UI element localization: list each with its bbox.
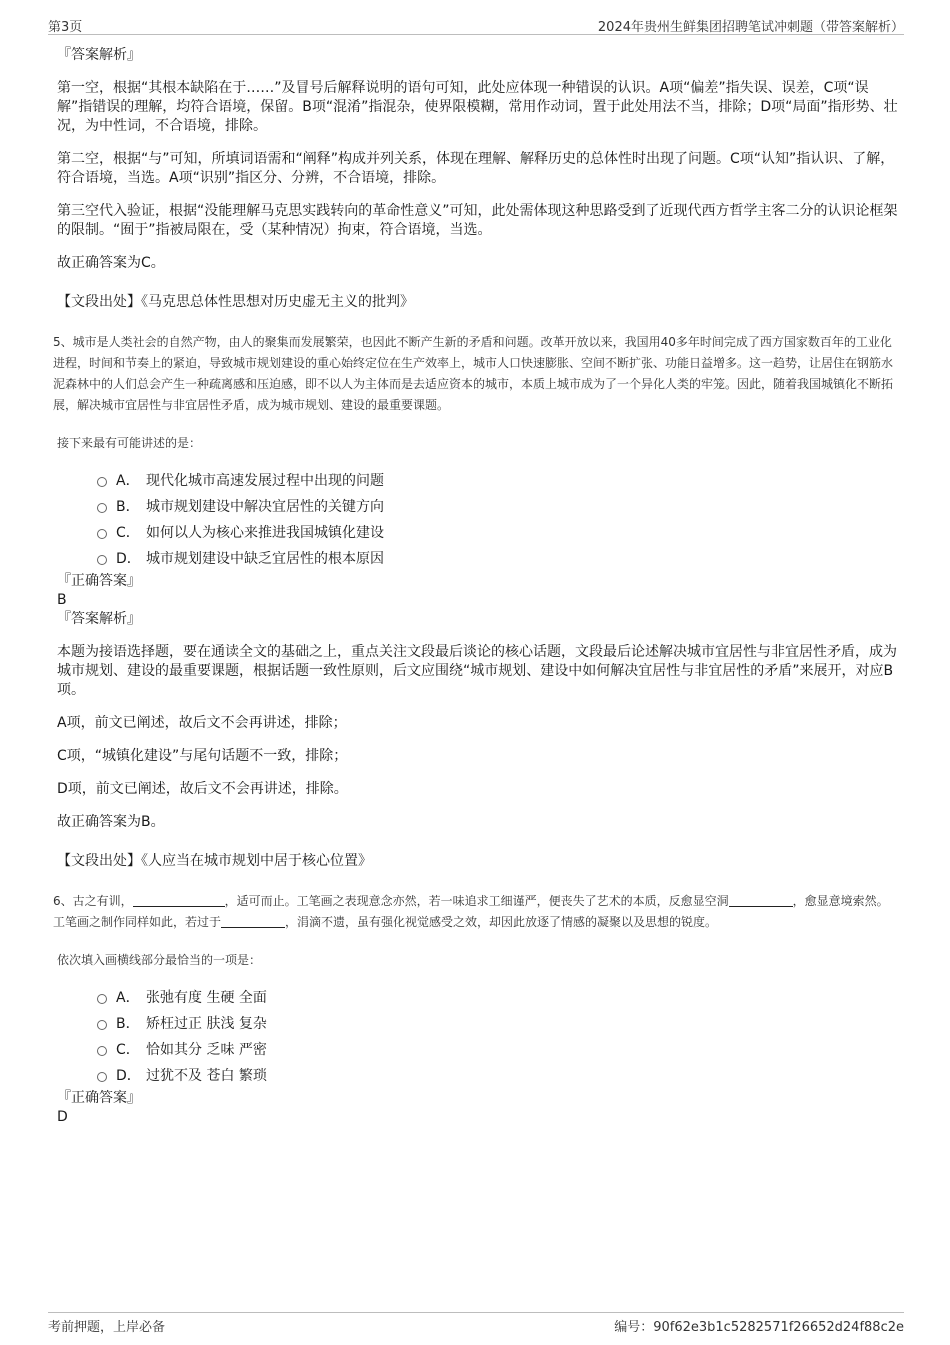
radio-icon[interactable] [97, 1020, 107, 1030]
question-5-source: 【文段出处】《人应当在城市规划中居于核心位置》 [57, 853, 372, 869]
radio-icon[interactable] [97, 1072, 107, 1082]
option-b[interactable]: B． 城市规划建设中解决宜居性的关键方向 [97, 494, 900, 520]
prev-analysis-label: 『答案解析』 [57, 47, 141, 63]
prev-analysis-conclusion: 故正确答案为C。 [57, 255, 165, 271]
footer-slogan: 考前押题，上岸必备 [48, 1320, 166, 1335]
radio-icon[interactable] [97, 994, 107, 1004]
question-5-analysis-para-1: 本题为接语选择题，要在通读全文的基础之上，重点关注文段最后谈论的核心话题，文段最后论述解决城市宜居性与非宜居性矛盾，成为城市规划、建设的最重要课题，根据话题一致性原则，后文应围绕“城市规划、建设中如何解决宜居性与非宜居性的矛盾”来展开，对应B项。 [57, 644, 897, 698]
option-b[interactable]: B． 矫枉过正 肤浅 复杂 [97, 1011, 900, 1037]
option-c[interactable]: C． 如何以人为核心来推进我国城镇化建设 [97, 520, 900, 546]
question-5-prompt: 接下来最有可能讲述的是： [57, 436, 202, 450]
fill-blank-3 [221, 913, 285, 928]
radio-icon[interactable] [97, 477, 107, 487]
radio-icon[interactable] [97, 503, 107, 513]
question-5-options [57, 468, 900, 572]
question-6-options [57, 985, 900, 1089]
question-6-prompt: 依次填入画横线部分最恰当的一项是： [57, 953, 262, 967]
question-5-analysis-para-2: A项，前文已阐述，故后文不会再讲述，排除； [57, 715, 347, 731]
question-5-analysis-label: 『答案解析』 [57, 611, 141, 627]
radio-icon[interactable] [97, 529, 107, 539]
document-code: 编号：90f62e3b1c5282571f26652d24f88c2e [614, 1320, 904, 1335]
page-number: 第3页 [48, 20, 83, 35]
page-footer [48, 1312, 904, 1335]
fill-blank-2 [729, 892, 793, 907]
question-5-answer: B [57, 592, 67, 608]
question-5-analysis-para-4: D项，前文已阐述，故后文不会再讲述，排除。 [57, 781, 348, 797]
option-a[interactable]: A． 现代化城市高速发展过程中出现的问题 [97, 468, 900, 494]
option-d[interactable]: D． 城市规划建设中缺乏宜居性的根本原因 [97, 546, 900, 572]
option-c[interactable]: C． 恰如其分 乏味 严密 [97, 1037, 900, 1063]
radio-icon[interactable] [97, 555, 107, 565]
question-5-analysis-para-3: C项，“城镇化建设”与尾句话题不一致，排除； [57, 748, 348, 764]
prev-analysis-para-1: 第一空，根据“其根本缺陷在于……”及冒号后解释说明的语句可知，此处应体现一种错误的认识。A项“偏差”指失误、误差，C项“误解”指错误的理解，均符合语境，保留。B项“混淆”指混杂，使界限模糊，常用作动词，置于此处用法不当，排除；D项“局面”指形势、壮况，为中性词，不合语境，排除。 [57, 80, 898, 134]
fill-blank-1 [133, 892, 225, 907]
option-a[interactable]: A． 张弛有度 生硬 全面 [97, 985, 900, 1011]
option-d[interactable]: D． 过犹不及 苍白 繁琐 [97, 1063, 900, 1089]
prev-source: 【文段出处】《马克思总体性思想对历史虚无主义的批判》 [57, 294, 414, 310]
prev-analysis-para-3: 第三空代入验证，根据“没能理解马克思实践转向的革命性意义”可知，此处需体现这种思路受到了近现代西方哲学主客二分的认识论框架的限制。“囿于”指被局限在，受（某种情况）拘束，符合语境，当选。 [57, 203, 898, 238]
question-5-stem: 5、城市是人类社会的自然产物，由人的聚集而发展繁荣，也因此不断产生新的矛盾和问题。改革开放以来，我国用40多年时间完成了西方国家数百年的工业化进程，时间和节奏上的紧迫，导致城市规划建设的重心始终定位在生产效率上，城市人口快速膨胀、空间不断扩张、功能日益增多。这一趋势，让居住在钢筋水泥森林中的人们总会产生一种疏离感和压迫感，即不以人为主体而是去适应资本的城市，本质上城市成为了一个异化人类的牢笼。因此，随着我国城镇化不断拓展，解决城市宜居性与非宜居性矛盾，成为城市规划、建设的最重要课题。 [53, 335, 894, 412]
question-5-analysis-conclusion: 故正确答案为B。 [57, 814, 165, 830]
question-6-answer: D [57, 1109, 68, 1125]
document-title: 2024年贵州生鲜集团招聘笔试冲刺题（带答案解析） [597, 20, 904, 35]
page-header [48, 14, 904, 35]
question-5-answer-label: 『正确答案』 [57, 573, 141, 589]
page-content [53, 46, 900, 1127]
question-6-stem: 6、古之有训， ，适可而止。工笔画之表现意念亦然，若一味追求工细谨严，便丧失了艺术的本质，反愈显空洞 ，愈显意境索然。工笔画之制作同样如此，若过于 ，涓滴不遗，虽有强化视觉感受之效，却因此放逐了情感的凝聚以及思想的锐度。 [53, 894, 889, 929]
question-6-answer-label: 『正确答案』 [57, 1090, 141, 1106]
radio-icon[interactable] [97, 1046, 107, 1056]
prev-analysis-para-2: 第二空，根据“与”可知，所填词语需和“阐释”构成并列关系，体现在理解、解释历史的总体性时出现了问题。C项“认知”指认识、了解，符合语境，当选。A项“识别”指区分、分辨，不合语境，排除。 [57, 151, 895, 186]
